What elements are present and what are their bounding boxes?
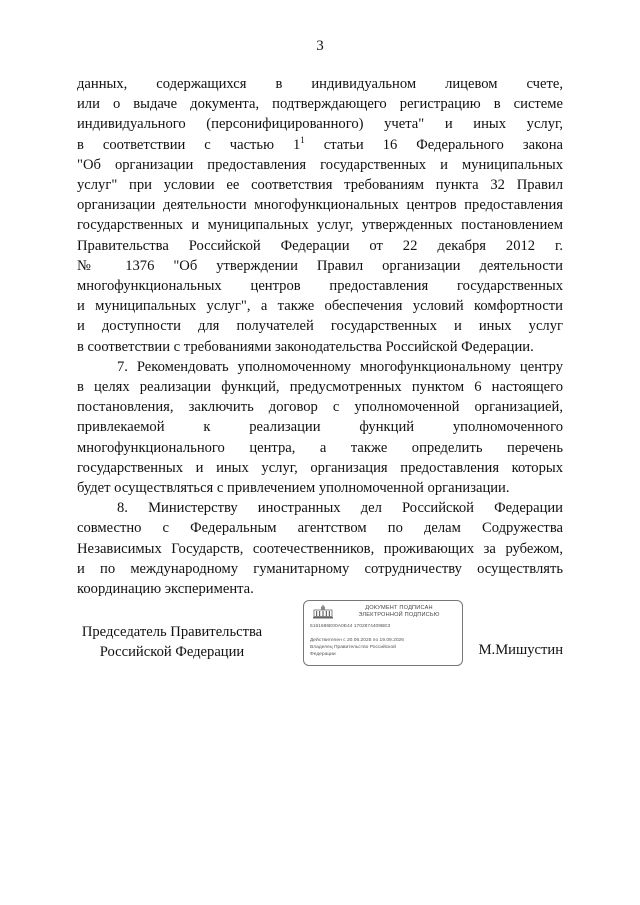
signature-block (77, 600, 563, 670)
certificate-number: 5161686E00A0E44 1702874409BE3 (310, 624, 391, 629)
text-line: в целях реализации функций, предусмотренных пунктом 6 настоящего (77, 379, 563, 396)
text-line: № 1376 "Об утверждении Правил организации деятельности (77, 257, 563, 274)
stamp-spacer (310, 630, 458, 637)
superscript: 1 (300, 134, 305, 145)
text-line: многофункциональных центров предоставления государственных (77, 278, 563, 295)
signatory-name: М.Мишустин (478, 642, 563, 658)
text-line: совместно с Федеральным агентством по делам Содружества (77, 520, 563, 537)
text-line: государственных и муниципальных услуг, утвержденных постановлением (77, 217, 563, 234)
text-line: в соответствии с требованиями законодательства Российской Федерации. (77, 338, 534, 355)
certificate-owner: Владелец Правительство Российской (310, 645, 396, 650)
stamp-header-line: ДОКУМЕНТ ПОДПИСАН (365, 605, 433, 611)
certificate-owner: Федерации (310, 652, 336, 657)
text-line: постановления, заключить договор с уполномоченной организацией, (77, 399, 563, 416)
text-line: данных, содержащихся в индивидуальном лицевом счете, (77, 76, 563, 92)
text-line: услуг" при условии ее соответствия требованиям пункта 32 Правил (77, 177, 563, 194)
text-line: и доступности для получателей государственных и иных услуг (77, 318, 563, 335)
stamp-header (340, 605, 458, 619)
text-line: государственных и иных услуг, организация предоставления которых (77, 459, 563, 476)
text-line: индивидуального (персонифицированного) учета" и иных услуг, (77, 116, 563, 133)
page-number: 3 (316, 38, 324, 54)
text-line: или о выдаче документа, подтверждающего регистрацию в системе (77, 96, 563, 113)
certificate-validity: Действителен с 20.06.2025 по 19.09.2026 (310, 638, 404, 643)
text-fragment: статьи 16 Федерального закона (304, 136, 563, 153)
signatory-title-line: Российской Федерации (99, 644, 245, 660)
text-line: многофункционального центра, а также определить перечень (77, 439, 563, 456)
text-line: Правительства Российской Федерации от 22 декабря 2012 г. (77, 237, 563, 254)
text-line: 8. Министерству иностранных дел Российской Федерации (117, 500, 563, 517)
government-building-icon (312, 605, 334, 619)
text-line: координацию эксперимента. (77, 581, 254, 598)
text-line: привлекаемой к реализации функций уполномоченного (77, 419, 563, 436)
text-line: будет осуществляться с привлечением уполномоченной организации. (77, 480, 510, 497)
text-line: 7. Рекомендовать уполномоченному многофункциональному центру (117, 358, 563, 375)
text-line: и муниципальных услуг", а также обеспечения условий комфортности (77, 298, 563, 315)
text-line: организации деятельности многофункциональных центров предоставления (77, 197, 563, 214)
document-body (77, 74, 563, 599)
electronic-signature-stamp (303, 600, 463, 666)
text-line: "Об организации предоставления государственных и муниципальных (77, 156, 563, 173)
stamp-header-line: ЭЛЕКТРОННОЙ ПОДПИСЬЮ (358, 612, 440, 618)
stamp-details (310, 623, 458, 658)
text-fragment: в соответствии с частью 1 (77, 136, 301, 153)
text-line: и по международному гуманитарному сотрудничеству осуществлять (77, 560, 563, 577)
signatory-title-line: Председатель Правительства (81, 624, 263, 640)
signatory-title (77, 622, 267, 662)
text-line-with-superscript (77, 135, 563, 155)
text-line: Независимых Государств, соотечественников, проживающих за рубежом, (77, 540, 563, 557)
